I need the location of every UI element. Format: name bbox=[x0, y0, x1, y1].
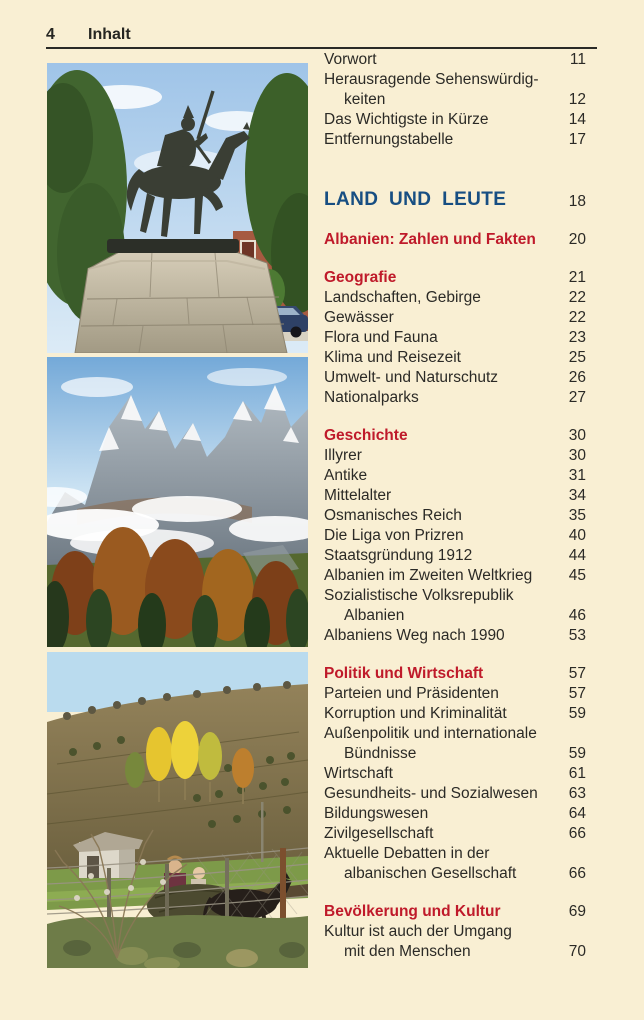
toc-entry[interactable] bbox=[324, 724, 586, 764]
toc-list bbox=[324, 50, 586, 962]
toc-entry-page: 57 bbox=[568, 665, 586, 682]
toc-entry-label bbox=[324, 764, 552, 784]
toc-entry-label bbox=[324, 566, 552, 586]
toc-entry-line: Wirtschaft bbox=[324, 765, 393, 782]
equestrian-statue-illustration bbox=[47, 63, 308, 353]
toc-entry-line: Geschichte bbox=[324, 427, 408, 444]
toc-entry[interactable] bbox=[324, 268, 586, 288]
toc-entry-line: Zivilgesellschaft bbox=[324, 825, 434, 842]
toc-entry-label bbox=[324, 486, 552, 506]
toc-entry-line: LAND UND LEUTE bbox=[324, 189, 507, 210]
toc-entry-label bbox=[324, 684, 552, 704]
toc-entry-line: Sozialistische Volksrepublik bbox=[324, 587, 514, 604]
toc-entry-page: 25 bbox=[568, 349, 586, 366]
toc-entry-label bbox=[324, 844, 552, 884]
toc-entry-page: 31 bbox=[568, 467, 586, 484]
toc-entry-line: Umwelt- und Naturschutz bbox=[324, 369, 499, 386]
photo-mountain-landscape bbox=[47, 357, 308, 647]
toc-entry-page: 21 bbox=[568, 269, 586, 286]
toc-entry-line: Albanien: Zahlen und Fakten bbox=[324, 231, 536, 248]
toc-entry-page: 63 bbox=[568, 785, 586, 802]
rural-horse-cart-illustration bbox=[47, 652, 308, 968]
toc-entry-label bbox=[324, 902, 552, 922]
toc-entry-line: Klima und Reisezeit bbox=[324, 349, 461, 366]
toc-entry-label bbox=[324, 50, 552, 70]
toc-entry[interactable] bbox=[324, 506, 586, 526]
toc-entry-label bbox=[324, 288, 552, 308]
toc-entry[interactable] bbox=[324, 426, 586, 446]
toc-entry-line: Flora und Fauna bbox=[324, 329, 438, 346]
toc-entry[interactable] bbox=[324, 704, 586, 724]
toc-entry[interactable] bbox=[324, 804, 586, 824]
toc-entry[interactable] bbox=[324, 308, 586, 328]
toc-entry[interactable] bbox=[324, 368, 586, 388]
toc-entry[interactable] bbox=[324, 110, 586, 130]
toc-entry[interactable] bbox=[324, 348, 586, 368]
toc-entry-label bbox=[324, 704, 552, 724]
toc-entry-page: 40 bbox=[568, 527, 586, 544]
toc-entry-page: 69 bbox=[568, 903, 586, 920]
toc-entry-page: 59 bbox=[568, 745, 586, 762]
toc-entry-page: 45 bbox=[568, 567, 586, 584]
toc-entry[interactable] bbox=[324, 824, 586, 844]
toc-entry-label bbox=[324, 784, 552, 804]
toc-entry-label bbox=[324, 626, 552, 646]
toc-entry-page: 26 bbox=[568, 369, 586, 386]
toc-entry-line: keiten bbox=[344, 91, 386, 108]
toc-entry-line: Entfernungstabelle bbox=[324, 131, 454, 148]
toc-entry-line: Osmanisches Reich bbox=[324, 507, 462, 524]
toc-entry-line: Albanien bbox=[344, 607, 405, 624]
toc-entry-label bbox=[324, 824, 552, 844]
header-rule bbox=[46, 47, 597, 49]
toc-entry-page: 17 bbox=[568, 131, 586, 148]
toc-entry-page: 61 bbox=[568, 765, 586, 782]
toc-entry-line: Politik und Wirtschaft bbox=[324, 665, 484, 682]
toc-entry-label bbox=[324, 308, 552, 328]
toc-entry[interactable] bbox=[324, 50, 586, 70]
toc-entry-page: 22 bbox=[568, 289, 586, 306]
toc-entry[interactable] bbox=[324, 922, 586, 962]
toc-entry-line: Landschaften, Gebirge bbox=[324, 289, 481, 306]
toc-entry-label bbox=[324, 506, 552, 526]
toc-entry-page: 18 bbox=[568, 193, 586, 210]
toc-entry-page: 57 bbox=[568, 685, 586, 702]
toc-entry-line: Illyrer bbox=[324, 447, 362, 464]
toc-entry-page: 64 bbox=[568, 805, 586, 822]
toc-entry-page: 66 bbox=[568, 825, 586, 842]
toc-entry[interactable] bbox=[324, 446, 586, 466]
toc-entry[interactable] bbox=[324, 844, 586, 884]
toc-entry-page: 53 bbox=[568, 627, 586, 644]
toc-entry-label bbox=[324, 348, 552, 368]
toc-entry-label bbox=[324, 426, 552, 446]
toc-entry-label bbox=[324, 546, 552, 566]
toc-entry-line: Gesundheits- und Sozialwesen bbox=[324, 785, 538, 802]
toc-entry[interactable] bbox=[324, 230, 586, 250]
toc-entry-label bbox=[324, 188, 552, 212]
toc-entry-line: Albanien im Zweiten Weltkrieg bbox=[324, 567, 533, 584]
toc-entry-page: 70 bbox=[568, 943, 586, 960]
toc-entry[interactable] bbox=[324, 546, 586, 566]
toc-entry-page: 14 bbox=[568, 111, 586, 128]
toc-entry-page: 30 bbox=[568, 447, 586, 464]
toc-entry-line: Die Liga von Prizren bbox=[324, 527, 464, 544]
toc-entry[interactable] bbox=[324, 764, 586, 784]
toc-entry-label bbox=[324, 328, 552, 348]
photo-rural-horse-cart bbox=[47, 652, 308, 968]
page-number: 4 bbox=[46, 26, 55, 43]
toc-entry-label bbox=[324, 130, 552, 150]
mountain-landscape-illustration bbox=[47, 357, 308, 647]
toc-entry[interactable] bbox=[324, 526, 586, 546]
toc-entry-page: 30 bbox=[568, 427, 586, 444]
toc-entry-page: 20 bbox=[568, 231, 586, 248]
toc-entry-line: Antike bbox=[324, 467, 368, 484]
toc-entry-line: Herausragende Sehenswürdig- bbox=[324, 71, 539, 88]
toc-entry-line: Das Wichtigste in Kürze bbox=[324, 111, 489, 128]
toc-entry[interactable] bbox=[324, 664, 586, 684]
toc-entry[interactable] bbox=[324, 684, 586, 704]
toc-entry-line: Vorwort bbox=[324, 51, 377, 68]
toc-entry-line: Mittelalter bbox=[324, 487, 392, 504]
toc-entry-page: 44 bbox=[568, 547, 586, 564]
toc-entry-line: mit den Menschen bbox=[344, 943, 471, 960]
toc-entry-line: Bevölkerung und Kultur bbox=[324, 903, 501, 920]
toc-entry-line: Außenpolitik und internationale bbox=[324, 725, 537, 742]
toc-entry-line: Staatsgründung 1912 bbox=[324, 547, 473, 564]
toc-entry-label bbox=[324, 388, 552, 408]
toc-entry-label bbox=[324, 724, 552, 764]
toc-entry-label bbox=[324, 230, 552, 250]
toc-entry[interactable] bbox=[324, 188, 586, 212]
toc-entry-page: 59 bbox=[568, 705, 586, 722]
toc-entry[interactable] bbox=[324, 328, 586, 348]
toc-entry[interactable] bbox=[324, 288, 586, 308]
toc-entry-label bbox=[324, 446, 552, 466]
toc-entry-line: Bildungswesen bbox=[324, 805, 429, 822]
toc-entry-label bbox=[324, 586, 552, 626]
toc-entry[interactable] bbox=[324, 70, 586, 110]
toc-entry-page: 66 bbox=[568, 865, 586, 882]
toc-entry-label bbox=[324, 368, 552, 388]
toc-entry[interactable] bbox=[324, 486, 586, 506]
toc-entry[interactable] bbox=[324, 626, 586, 646]
toc-entry[interactable] bbox=[324, 130, 586, 150]
toc-entry-label bbox=[324, 804, 552, 824]
photo-equestrian-statue bbox=[47, 63, 308, 353]
toc-entry-line: Aktuelle Debatten in der bbox=[324, 845, 490, 862]
toc-entry-line: Gewässer bbox=[324, 309, 394, 326]
toc-entry[interactable] bbox=[324, 466, 586, 486]
toc-entry[interactable] bbox=[324, 902, 586, 922]
toc-entry-page: 23 bbox=[568, 329, 586, 346]
toc-entry-label bbox=[324, 664, 552, 684]
toc-entry-page: 34 bbox=[568, 487, 586, 504]
toc-entry-page: 12 bbox=[568, 91, 586, 108]
toc-entry-page: 11 bbox=[569, 51, 586, 68]
toc-entry-label bbox=[324, 110, 552, 130]
toc-entry-label bbox=[324, 268, 552, 288]
toc-entry-label bbox=[324, 526, 552, 546]
toc-entry-line: Korruption und Kriminalität bbox=[324, 705, 507, 722]
toc-entry-line: Geografie bbox=[324, 269, 397, 286]
toc-entry-line: Parteien und Präsidenten bbox=[324, 685, 499, 702]
page-title: Inhalt bbox=[88, 26, 131, 43]
toc-entry-page: 35 bbox=[568, 507, 586, 524]
toc-entry-label bbox=[324, 70, 552, 110]
toc-entry-line: Albaniens Weg nach 1990 bbox=[324, 627, 505, 644]
toc-entry-label bbox=[324, 466, 552, 486]
toc-entry-page: 22 bbox=[568, 309, 586, 326]
toc-entry-line: Bündnisse bbox=[344, 745, 417, 762]
toc-entry[interactable] bbox=[324, 388, 586, 408]
toc-entry[interactable] bbox=[324, 784, 586, 804]
toc-entry-line: albanischen Gesellschaft bbox=[344, 865, 517, 882]
toc-entry-label bbox=[324, 922, 552, 962]
toc-entry[interactable] bbox=[324, 586, 586, 626]
toc-entry-page: 27 bbox=[568, 389, 586, 406]
toc-entry[interactable] bbox=[324, 566, 586, 586]
toc-entry-line: Nationalparks bbox=[324, 389, 419, 406]
toc-entry-line: Kultur ist auch der Umgang bbox=[324, 923, 512, 940]
toc-entry-page: 46 bbox=[568, 607, 586, 624]
